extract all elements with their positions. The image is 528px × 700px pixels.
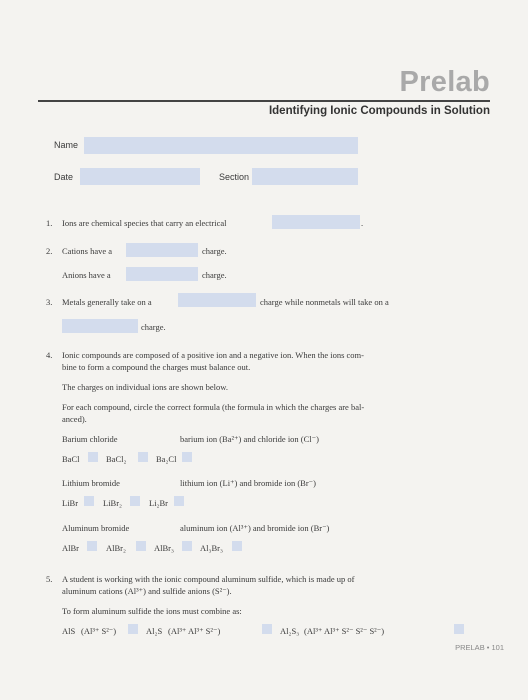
formula-checkbox[interactable] — [87, 541, 97, 551]
prelab-title: Prelab — [399, 66, 490, 98]
section-field[interactable] — [252, 168, 358, 185]
formula-checkbox[interactable] — [84, 496, 94, 506]
formula-option: Ba₂Cl — [156, 454, 177, 464]
formula-checkbox[interactable] — [174, 496, 184, 506]
q1-text: Ions are chemical species that carry an electrical — [62, 218, 227, 228]
formula-checkbox[interactable] — [138, 452, 148, 462]
compound-name: Aluminum bromide — [62, 523, 130, 533]
q4-number: 4. — [46, 350, 53, 360]
q4-intro-line1: Ionic compounds are composed of a positive ion and a negative ion. When the ions com- — [62, 350, 364, 360]
q2-number: 2. — [46, 246, 53, 256]
ion-formula: Al₂S₃ — [280, 626, 300, 636]
section-label: Section — [219, 172, 250, 182]
q1-number: 1. — [46, 218, 53, 228]
formula-option: LiBr₂ — [103, 498, 123, 508]
compound-ions: barium ion (Ba²⁺) and chloride ion (Cl⁻) — [180, 434, 319, 444]
q5-line2: aluminum cations (Al³⁺) and sulfide anions (S²⁻). — [62, 586, 232, 596]
date-label: Date — [54, 172, 74, 182]
q3-nonmetals-field[interactable] — [62, 319, 138, 333]
q4-charges-note: The charges on individual ions are shown below. — [62, 382, 228, 392]
q5-line3: To form aluminum sulfide the ions must combine as: — [62, 606, 242, 616]
formula-checkbox[interactable] — [136, 541, 146, 551]
ion-combination: (Al³⁺ Al³⁺ S²⁻ S²⁻ S²⁻) — [304, 626, 385, 636]
compound-name: Lithium bromide — [62, 478, 120, 488]
ion-combination: (Al³⁺ Al³⁺ S²⁻) — [168, 626, 221, 636]
formula-checkbox[interactable] — [88, 452, 98, 462]
page-number: PRELAB • 101 — [455, 643, 504, 652]
name-label: Name — [54, 140, 79, 150]
q2-cations-end: charge. — [202, 246, 227, 256]
q2-anions-end: charge. — [202, 270, 227, 280]
q4-intro-line2: bine to form a compound the charges must balance out. — [62, 362, 251, 372]
q1-answer-field[interactable] — [272, 215, 360, 229]
name-field[interactable] — [84, 137, 358, 154]
formula-option: LiBr — [62, 498, 79, 508]
formula-option: BaCl₂ — [106, 454, 127, 464]
formula-option: AlBr₃ — [154, 543, 174, 553]
q5-line1: A student is working with the ionic compound aluminum sulfide, which is made up of — [62, 574, 355, 584]
formula-option: Li₂Br — [149, 498, 169, 508]
ion-formula: AlS — [62, 626, 76, 636]
formula-option: AlBr — [62, 543, 79, 553]
ion-formula: Al₂S — [146, 626, 163, 636]
ion-combination: (Al³⁺ S²⁻) — [81, 626, 117, 636]
q2-anions-text: Anions have a — [62, 270, 111, 280]
q4-instructions-line1: For each compound, circle the correct formula (the formula in which the charges are bal- — [62, 402, 365, 412]
formula-option: Al₃Br₃ — [200, 543, 223, 553]
title-rule — [38, 100, 490, 102]
q2-cations-field[interactable] — [126, 243, 198, 257]
q2-anions-field[interactable] — [126, 267, 198, 281]
compound-ions: aluminum ion (Al³⁺) and bromide ion (Br⁻) — [180, 523, 330, 533]
q3-number: 3. — [46, 297, 53, 307]
ion-checkbox[interactable] — [262, 624, 272, 634]
q3-metals-field[interactable] — [178, 293, 256, 307]
q1-end: . — [361, 218, 364, 228]
ion-checkbox[interactable] — [128, 624, 138, 634]
formula-checkbox[interactable] — [182, 452, 192, 462]
formula-checkbox[interactable] — [130, 496, 140, 506]
q3-end: charge. — [141, 322, 166, 332]
compound-ions: lithium ion (Li⁺) and bromide ion (Br⁻) — [180, 478, 316, 488]
q3-mid: charge while nonmetals will take on a — [260, 297, 389, 307]
q2-cations-text: Cations have a — [62, 246, 113, 256]
compound-name: Barium chloride — [62, 434, 118, 444]
formula-option: BaCl — [62, 454, 80, 464]
ion-checkbox[interactable] — [454, 624, 464, 634]
worksheet-subtitle: Identifying Ionic Compounds in Solution — [268, 105, 490, 117]
formula-checkbox[interactable] — [182, 541, 192, 551]
date-field[interactable] — [80, 168, 200, 185]
q4-instructions-line2: anced). — [62, 414, 87, 424]
formula-option: AlBr₂ — [106, 543, 126, 553]
formula-checkbox[interactable] — [232, 541, 242, 551]
q5-number: 5. — [46, 574, 53, 584]
q3-text: Metals generally take on a — [62, 297, 152, 307]
